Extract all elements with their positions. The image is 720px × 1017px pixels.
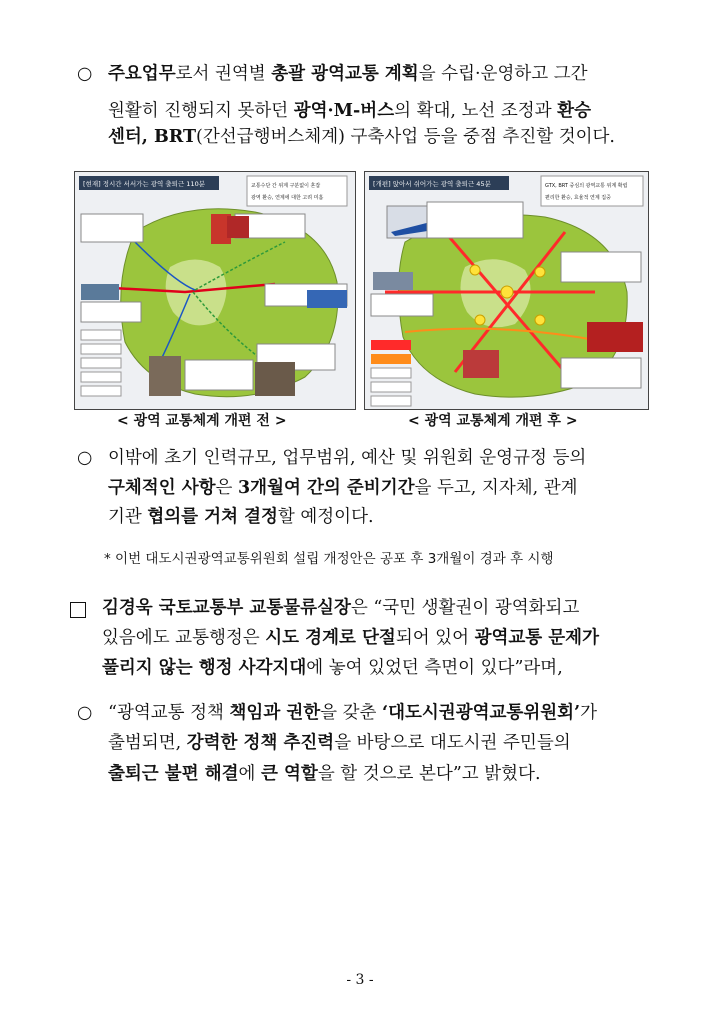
text-run: 총괄 광역교통 계획 — [271, 64, 419, 84]
photo-city-bus — [307, 290, 347, 308]
photo-hub — [463, 350, 499, 378]
figure-after-reform — [364, 171, 649, 410]
text-run: 은 — [215, 478, 238, 498]
figure-after-caption: < 광역 교통체계 개편 후 > — [408, 413, 578, 429]
after-bullet-1: GTX, BRT 중심의 광역교통 위계 확립 — [545, 183, 628, 189]
para2-text-line2 — [108, 480, 578, 498]
text-run: 로서 권역별 — [175, 64, 272, 84]
transfer-hub — [470, 265, 480, 275]
text-run: 김경욱 국토교통부 교통물류실장 — [102, 598, 351, 618]
para3-text-line1 — [102, 600, 579, 618]
legend-after — [371, 340, 411, 406]
text-run: “광역교통 정책 — [108, 703, 230, 723]
text-run: 강력한 정책 추진력 — [186, 733, 335, 753]
callout-box — [185, 360, 253, 390]
para3-text-line3 — [102, 660, 563, 678]
para3-text-line2 — [102, 630, 599, 648]
callout-box — [371, 294, 433, 316]
transfer-hub — [475, 315, 485, 325]
text-run: 시도 경계로 단절 — [265, 628, 396, 648]
photo-queue — [255, 362, 295, 396]
text-run: 을 바탕으로 대도시권 주민들의 — [334, 733, 571, 753]
bullet-circle: ○ — [77, 703, 93, 723]
figure-before-header: [현재] 정시간 서서가는 광역 출퇴근 110분 — [83, 180, 205, 188]
photo-bus — [227, 216, 249, 238]
figure-before-caption: < 광역 교통체계 개편 전 > — [117, 413, 287, 429]
para1-text-line1 — [108, 66, 588, 84]
callout-box — [81, 302, 141, 322]
bullet-circle: ○ — [77, 448, 93, 468]
para4-text-line3 — [108, 766, 541, 784]
text-run: 큰 역할 — [261, 764, 318, 784]
para4-text-line1 — [108, 705, 597, 723]
after-bullet-2: 편리한 환승, 효율적 연계 집중 — [545, 195, 611, 201]
figure-after-header: [개편] 앉아서 쉬어가는 광역 출퇴근 45분 — [373, 180, 491, 188]
before-bullet-1: 교통수단 간 위계 구분없이 혼잡 — [251, 183, 321, 189]
callout-box — [427, 202, 523, 238]
para4-text-line2 — [108, 735, 571, 753]
text-run: 있음에도 교통행정은 — [102, 628, 266, 648]
para2-text-line1 — [108, 450, 586, 468]
text-run: (간선급행버스체계) 구축사업 등을 중점 추진할 것이다. — [196, 127, 615, 147]
summary-box — [247, 176, 347, 206]
text-run: 출퇴근 불편 해결 — [108, 764, 239, 784]
text-run: 구체적인 사항 — [108, 478, 216, 498]
para1-text-line3 — [108, 129, 615, 147]
text-run: 협의를 거쳐 결정 — [147, 507, 278, 527]
text-run: 되어 있어 — [395, 628, 475, 648]
text-run: 원활히 진행되지 못하던 — [108, 101, 294, 121]
text-run: 광역·M-버스 — [293, 101, 395, 121]
page-number: - 3 - — [346, 972, 374, 988]
text-run: 기관 — [108, 507, 148, 527]
callout-box — [561, 358, 641, 388]
text-run: 광역교통 문제가 — [474, 628, 599, 648]
text-run: ‘대도시권광역교통위원회’ — [381, 703, 581, 723]
text-run: 풀리지 않는 행정 사각지대 — [102, 658, 307, 678]
text-run: 에 — [238, 764, 261, 784]
legend-before — [81, 330, 121, 396]
text-run: 에 놓여 있었던 측면이 있다”라며, — [306, 658, 563, 678]
figure-after-illustration — [365, 172, 648, 409]
text-run: 3개월여 간의 준비기간 — [238, 478, 415, 498]
transfer-hub — [501, 286, 513, 298]
text-run: 주요업무 — [108, 64, 176, 84]
bullet-circle: ○ — [77, 64, 93, 84]
callout-box — [81, 214, 143, 242]
text-run: 할 예정이다. — [277, 507, 374, 527]
photo-traffic — [149, 356, 181, 396]
figure-before-reform — [74, 171, 356, 410]
before-bullet-2: 광역 환승, 연계에 대한 고려 미흡 — [251, 195, 324, 201]
transfer-hub — [535, 315, 545, 325]
text-run: 을 수립·운영하고 그간 — [418, 64, 588, 84]
figure-before-illustration — [75, 172, 355, 409]
text-run: 을 할 것으로 본다”고 밝혔다. — [317, 764, 541, 784]
callout-box — [561, 252, 641, 282]
text-run: 출범되면, — [108, 733, 187, 753]
section-square-bullet — [70, 602, 86, 618]
text-run: 은 “국민 생활권이 광역화되고 — [350, 598, 580, 618]
text-run: 을 두고, 지자체, 관계 — [414, 478, 578, 498]
photo-brt — [81, 284, 119, 300]
text-run: 의 확대, 노선 조정과 — [394, 101, 558, 121]
text-run: 책임과 권한 — [229, 703, 321, 723]
summary-box — [541, 176, 643, 206]
text-run: 이밖에 초기 인력규모, 업무범위, 예산 및 위원회 운영규정 등의 — [108, 448, 587, 468]
text-run: 가 — [580, 703, 598, 723]
transfer-hub — [535, 267, 545, 277]
text-run: 을 갖춘 — [320, 703, 382, 723]
para1-text-line2 — [108, 103, 591, 121]
text-run: 환승 — [557, 101, 591, 121]
para2-text-line3 — [108, 509, 374, 527]
footnote: * 이번 대도시권광역교통위원회 설립 개정안은 공포 후 3개월이 경과 후 시행 — [104, 551, 554, 567]
photo-double-decker — [587, 322, 643, 352]
text-run: 센터, BRT — [108, 127, 197, 147]
photo-brt — [373, 272, 413, 290]
